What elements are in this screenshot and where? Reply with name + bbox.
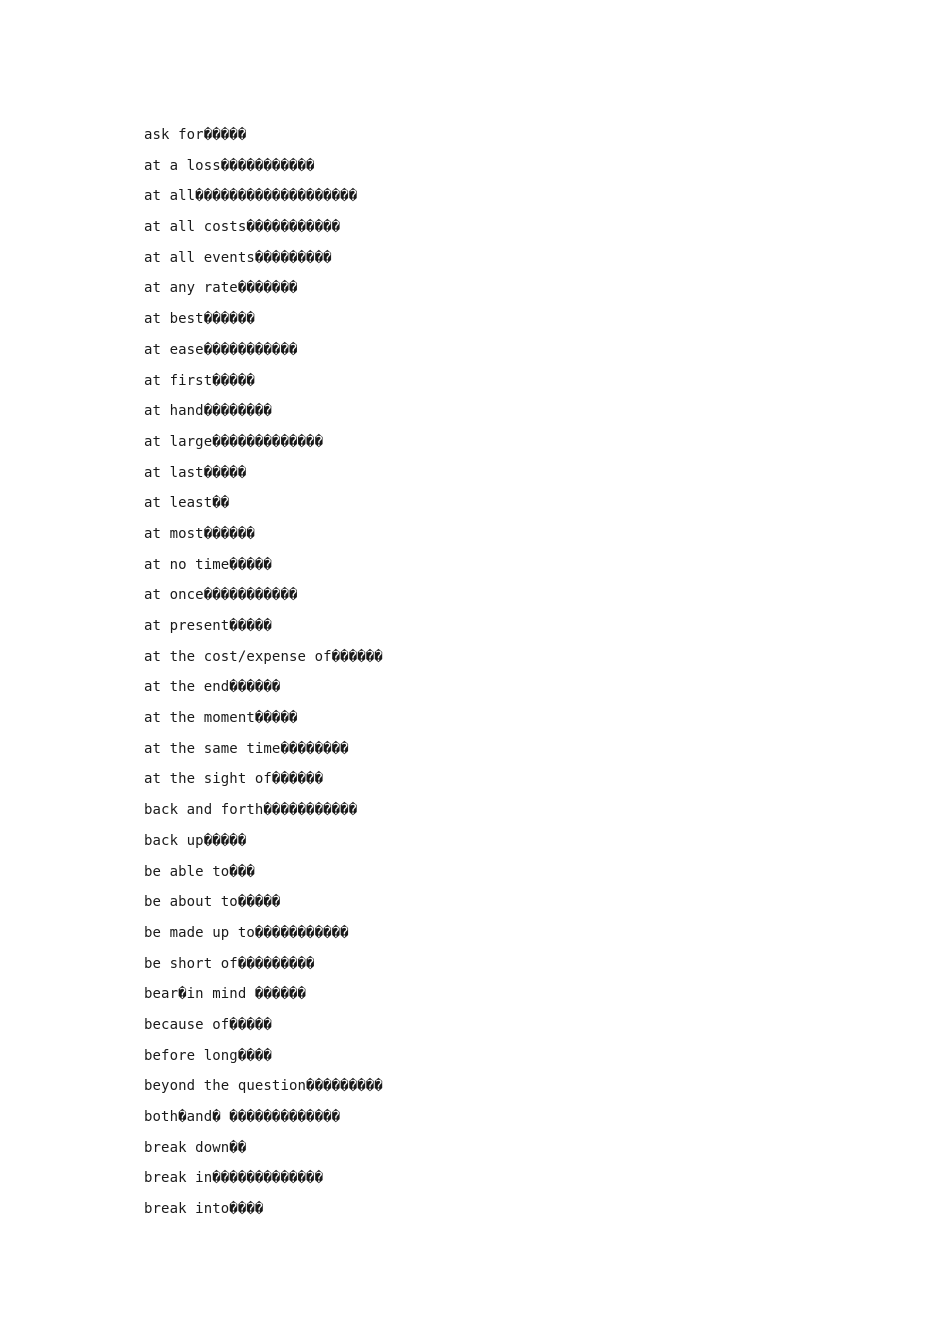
- phrase-line: at the same time��������: [144, 740, 349, 757]
- phrase-line: at best������: [144, 311, 255, 328]
- phrase-line: before long����: [144, 1047, 272, 1064]
- phrase-line: break into����: [144, 1201, 264, 1218]
- phrase-line: at all costs�����������: [144, 219, 341, 236]
- phrase-line: at once�����������: [144, 587, 298, 604]
- phrase-line: at all�������������������: [144, 188, 358, 205]
- phrase-line: beyond the question���������: [144, 1078, 383, 1095]
- phrase-line: at any rate�������: [144, 280, 298, 297]
- phrase-line: at hand��������: [144, 403, 272, 420]
- phrase-line: back and forth�����������: [144, 802, 358, 819]
- phrase-line: at most������: [144, 525, 255, 542]
- phrase-line: be made up to�����������: [144, 924, 349, 941]
- phrase-line: at last�����: [144, 464, 247, 481]
- phrase-line: at large�������������: [144, 433, 324, 450]
- phrase-line: at all events���������: [144, 249, 332, 266]
- phrase-line: at first�����: [144, 372, 255, 389]
- phrase-line: at the cost/expense of������: [144, 648, 383, 665]
- phrase-line: be short of���������: [144, 955, 315, 972]
- phrase-line: back up�����: [144, 832, 247, 849]
- phrase-line: at the moment�����: [144, 710, 298, 727]
- phrase-line: at least��: [144, 495, 230, 512]
- phrase-line: bear�in mind ������: [144, 986, 307, 1003]
- phrase-line: at a loss�����������: [144, 157, 315, 174]
- phrase-line: break in�������������: [144, 1170, 324, 1187]
- phrase-line: at no time�����: [144, 556, 272, 573]
- phrase-line: at the end������: [144, 679, 281, 696]
- phrase-line: at the sight of������: [144, 771, 324, 788]
- phrase-line: at present�����: [144, 618, 272, 634]
- phrase-line: be about to�����: [144, 894, 281, 911]
- phrase-list: [144, 124, 383, 1229]
- phrase-line: at ease�����������: [144, 341, 298, 358]
- phrase-line: be able to���: [144, 863, 255, 880]
- phrase-line: because of�����: [144, 1016, 272, 1033]
- phrase-line: break down��: [144, 1139, 247, 1156]
- phrase-line: ask for�����: [144, 127, 247, 143]
- phrase-line: both�and� �������������: [144, 1109, 341, 1125]
